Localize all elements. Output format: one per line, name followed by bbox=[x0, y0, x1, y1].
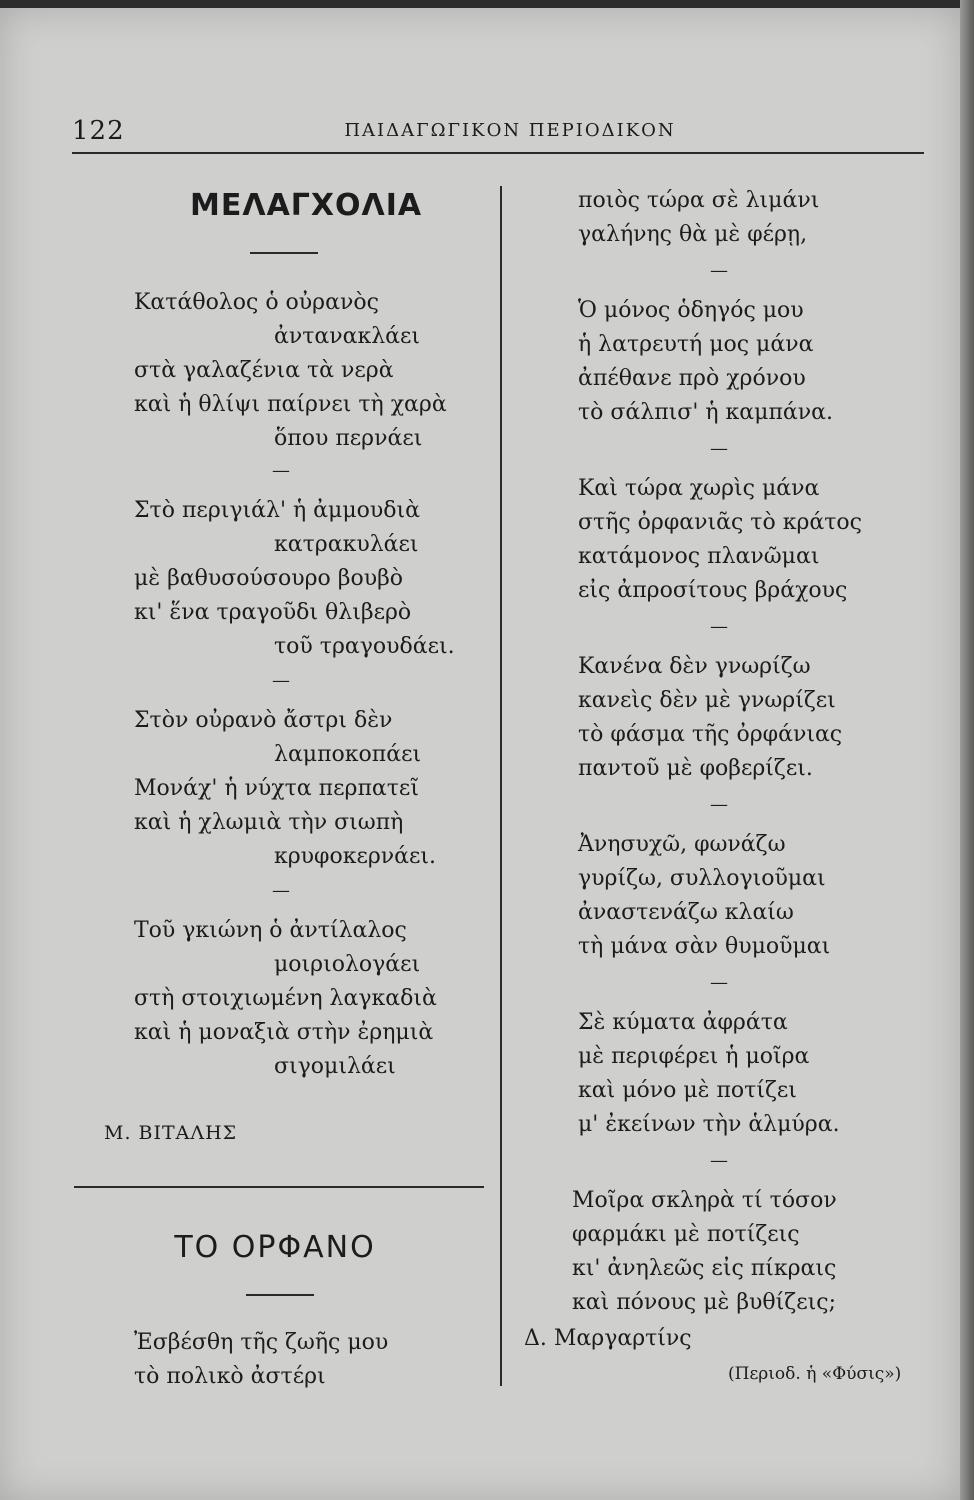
poem-line: Κανένα δὲν γνωρίζω bbox=[578, 654, 811, 679]
stanza-separator: — bbox=[710, 972, 728, 993]
author-signature: Δ. Μαργαρτίνς bbox=[524, 1326, 692, 1351]
page-number: 122 bbox=[72, 116, 125, 146]
column-divider bbox=[500, 186, 502, 1386]
poem-line: ὅπου περνάει bbox=[274, 426, 423, 451]
poem-line: ἀπέθανε πρὸ χρόνου bbox=[578, 366, 806, 391]
poem-line: λαμποκοπάει bbox=[274, 742, 422, 767]
stanza-separator: — bbox=[710, 438, 728, 459]
poem-line: καὶ ἡ χλωμιὰ τὴν σιωπὴ bbox=[134, 810, 404, 835]
poem-line: μὲ περιφέρει ἡ μοῖρα bbox=[578, 1044, 810, 1069]
stanza-separator: — bbox=[710, 260, 728, 281]
stanza-separator: — bbox=[272, 670, 290, 691]
poem-line: Στὸ περιγιάλ' ἡ ἀμμουδιὰ bbox=[134, 498, 420, 523]
poem-line: καὶ ἡ θλίψι παίρνει τὴ χαρὰ bbox=[134, 392, 447, 417]
poem-line: Μονάχ' ἡ νύχτα περπατεῖ bbox=[134, 776, 419, 801]
poem-line: κατρακυλάει bbox=[274, 532, 419, 557]
poem-line: τὸ σάλπισ' ἡ καμπάνα. bbox=[578, 400, 833, 425]
page-edge-shadow bbox=[960, 0, 974, 1500]
poem-line: μὲ βαθυσούσουρο βουβὸ bbox=[134, 566, 404, 591]
poem-line: κι' ἀνηλεῶς εἰς πίκραις bbox=[572, 1256, 837, 1281]
poem-line: Τοῦ γκιώνη ὁ ἀντίλαλος bbox=[134, 918, 407, 943]
poem-line: στῆς ὀρφανιᾶς τὸ κράτος bbox=[578, 510, 862, 535]
poem-title-melancholia: ΜΕΛΑΓΧΟΛΙΑ bbox=[190, 188, 423, 223]
stanza-separator: — bbox=[710, 1150, 728, 1171]
poem-line: κανεὶς δὲν μὲ γνωρίζει bbox=[578, 688, 836, 713]
poem-line: Ὁ μόνος ὁδηγός μου bbox=[578, 298, 804, 323]
stanza-separator: — bbox=[272, 460, 290, 481]
poem-line: κρυφοκερνάει. bbox=[274, 844, 437, 869]
poem-line: γυρίζω, συλλογιοῦμαι bbox=[578, 866, 826, 891]
poem-line: στὴ στοιχιωμένη λαγκαδιὰ bbox=[134, 986, 437, 1011]
poem-line: μοιριολογάει bbox=[274, 952, 421, 977]
poem-title-orphan: ΤΟ ΟΡΦΑΝΟ bbox=[174, 1230, 376, 1265]
title-underline bbox=[246, 1294, 314, 1296]
title-underline bbox=[250, 252, 318, 254]
poem-line: τὸ πολικὸ ἀστέρι bbox=[134, 1364, 326, 1389]
poem-line: στὰ γαλαζένια τὰ νερὰ bbox=[134, 358, 394, 383]
poem-line: μ' ἐκείνων τὴν ἁλμύρα. bbox=[578, 1112, 840, 1137]
poem-line: φαρμάκι μὲ ποτίζεις bbox=[572, 1222, 800, 1247]
stanza-separator: — bbox=[272, 880, 290, 901]
stanza-separator: — bbox=[710, 794, 728, 815]
header-rule bbox=[72, 152, 924, 154]
poem-line: ποιὸς τώρα σὲ λιμάνι bbox=[578, 188, 820, 213]
poem-line: κατάμονος πλανῶμαι bbox=[578, 544, 820, 569]
poem-line: Στὸν οὐρανὸ ἄστρι δὲν bbox=[134, 708, 393, 733]
scan-top-border bbox=[0, 0, 974, 8]
poem-line: ἡ λατρευτή μος μάνα bbox=[578, 332, 814, 357]
poem-line: Ἀνησυχῶ, φωνάζω bbox=[578, 832, 786, 857]
poem-line: Μοῖρα σκληρὰ τί τόσον bbox=[572, 1188, 837, 1213]
stanza-separator: — bbox=[710, 616, 728, 637]
running-head: ΠΑΙΔΑΓΩΓΙΚΟΝ ΠΕΡΙΟΔΙΚΟΝ bbox=[344, 120, 676, 141]
poem-line: τὸ φάσμα τῆς ὀρφάνιας bbox=[578, 722, 843, 747]
poem-line: τὴ μάνα σὰν θυμοῦμαι bbox=[578, 934, 831, 959]
author-signature: Μ. ΒΙΤΑΛΗΣ bbox=[104, 1122, 238, 1144]
poem-line: ἀντανακλάει bbox=[274, 324, 421, 349]
poem-line: Κατάθολος ὁ οὐρανὸς bbox=[134, 290, 379, 315]
poem-line: τοῦ τραγουδάει. bbox=[274, 634, 455, 659]
poem-line: παντοῦ μὲ φοβερίζει. bbox=[578, 756, 813, 781]
section-rule bbox=[74, 1186, 484, 1188]
poem-line: Σὲ κύματα ἀφράτα bbox=[578, 1010, 788, 1035]
poem-line: γαλήνης θὰ μὲ φέρῃ, bbox=[578, 222, 808, 247]
poem-line: Ἐσβέσθη τῆς ζωῆς μου bbox=[134, 1330, 389, 1355]
poem-line: καὶ πόνους μὲ βυθίζεις; bbox=[572, 1290, 836, 1315]
poem-line: εἰς ἀπροσίτους βράχους bbox=[578, 578, 848, 603]
poem-line: κι' ἕνα τραγοῦδι θλιβερὸ bbox=[134, 600, 412, 625]
poem-line: καὶ ἡ μοναξιὰ στὴν ἐρημιὰ bbox=[134, 1020, 434, 1045]
source-citation: (Περιοδ. ἡ «Φύσις») bbox=[728, 1364, 902, 1384]
poem-line: Καὶ τώρα χωρὶς μάνα bbox=[578, 476, 820, 501]
poem-line: σιγομιλάει bbox=[274, 1054, 396, 1079]
poem-line: καὶ μόνο μὲ ποτίζει bbox=[578, 1078, 797, 1103]
poem-line: ἀναστενάζω κλαίω bbox=[578, 900, 794, 925]
